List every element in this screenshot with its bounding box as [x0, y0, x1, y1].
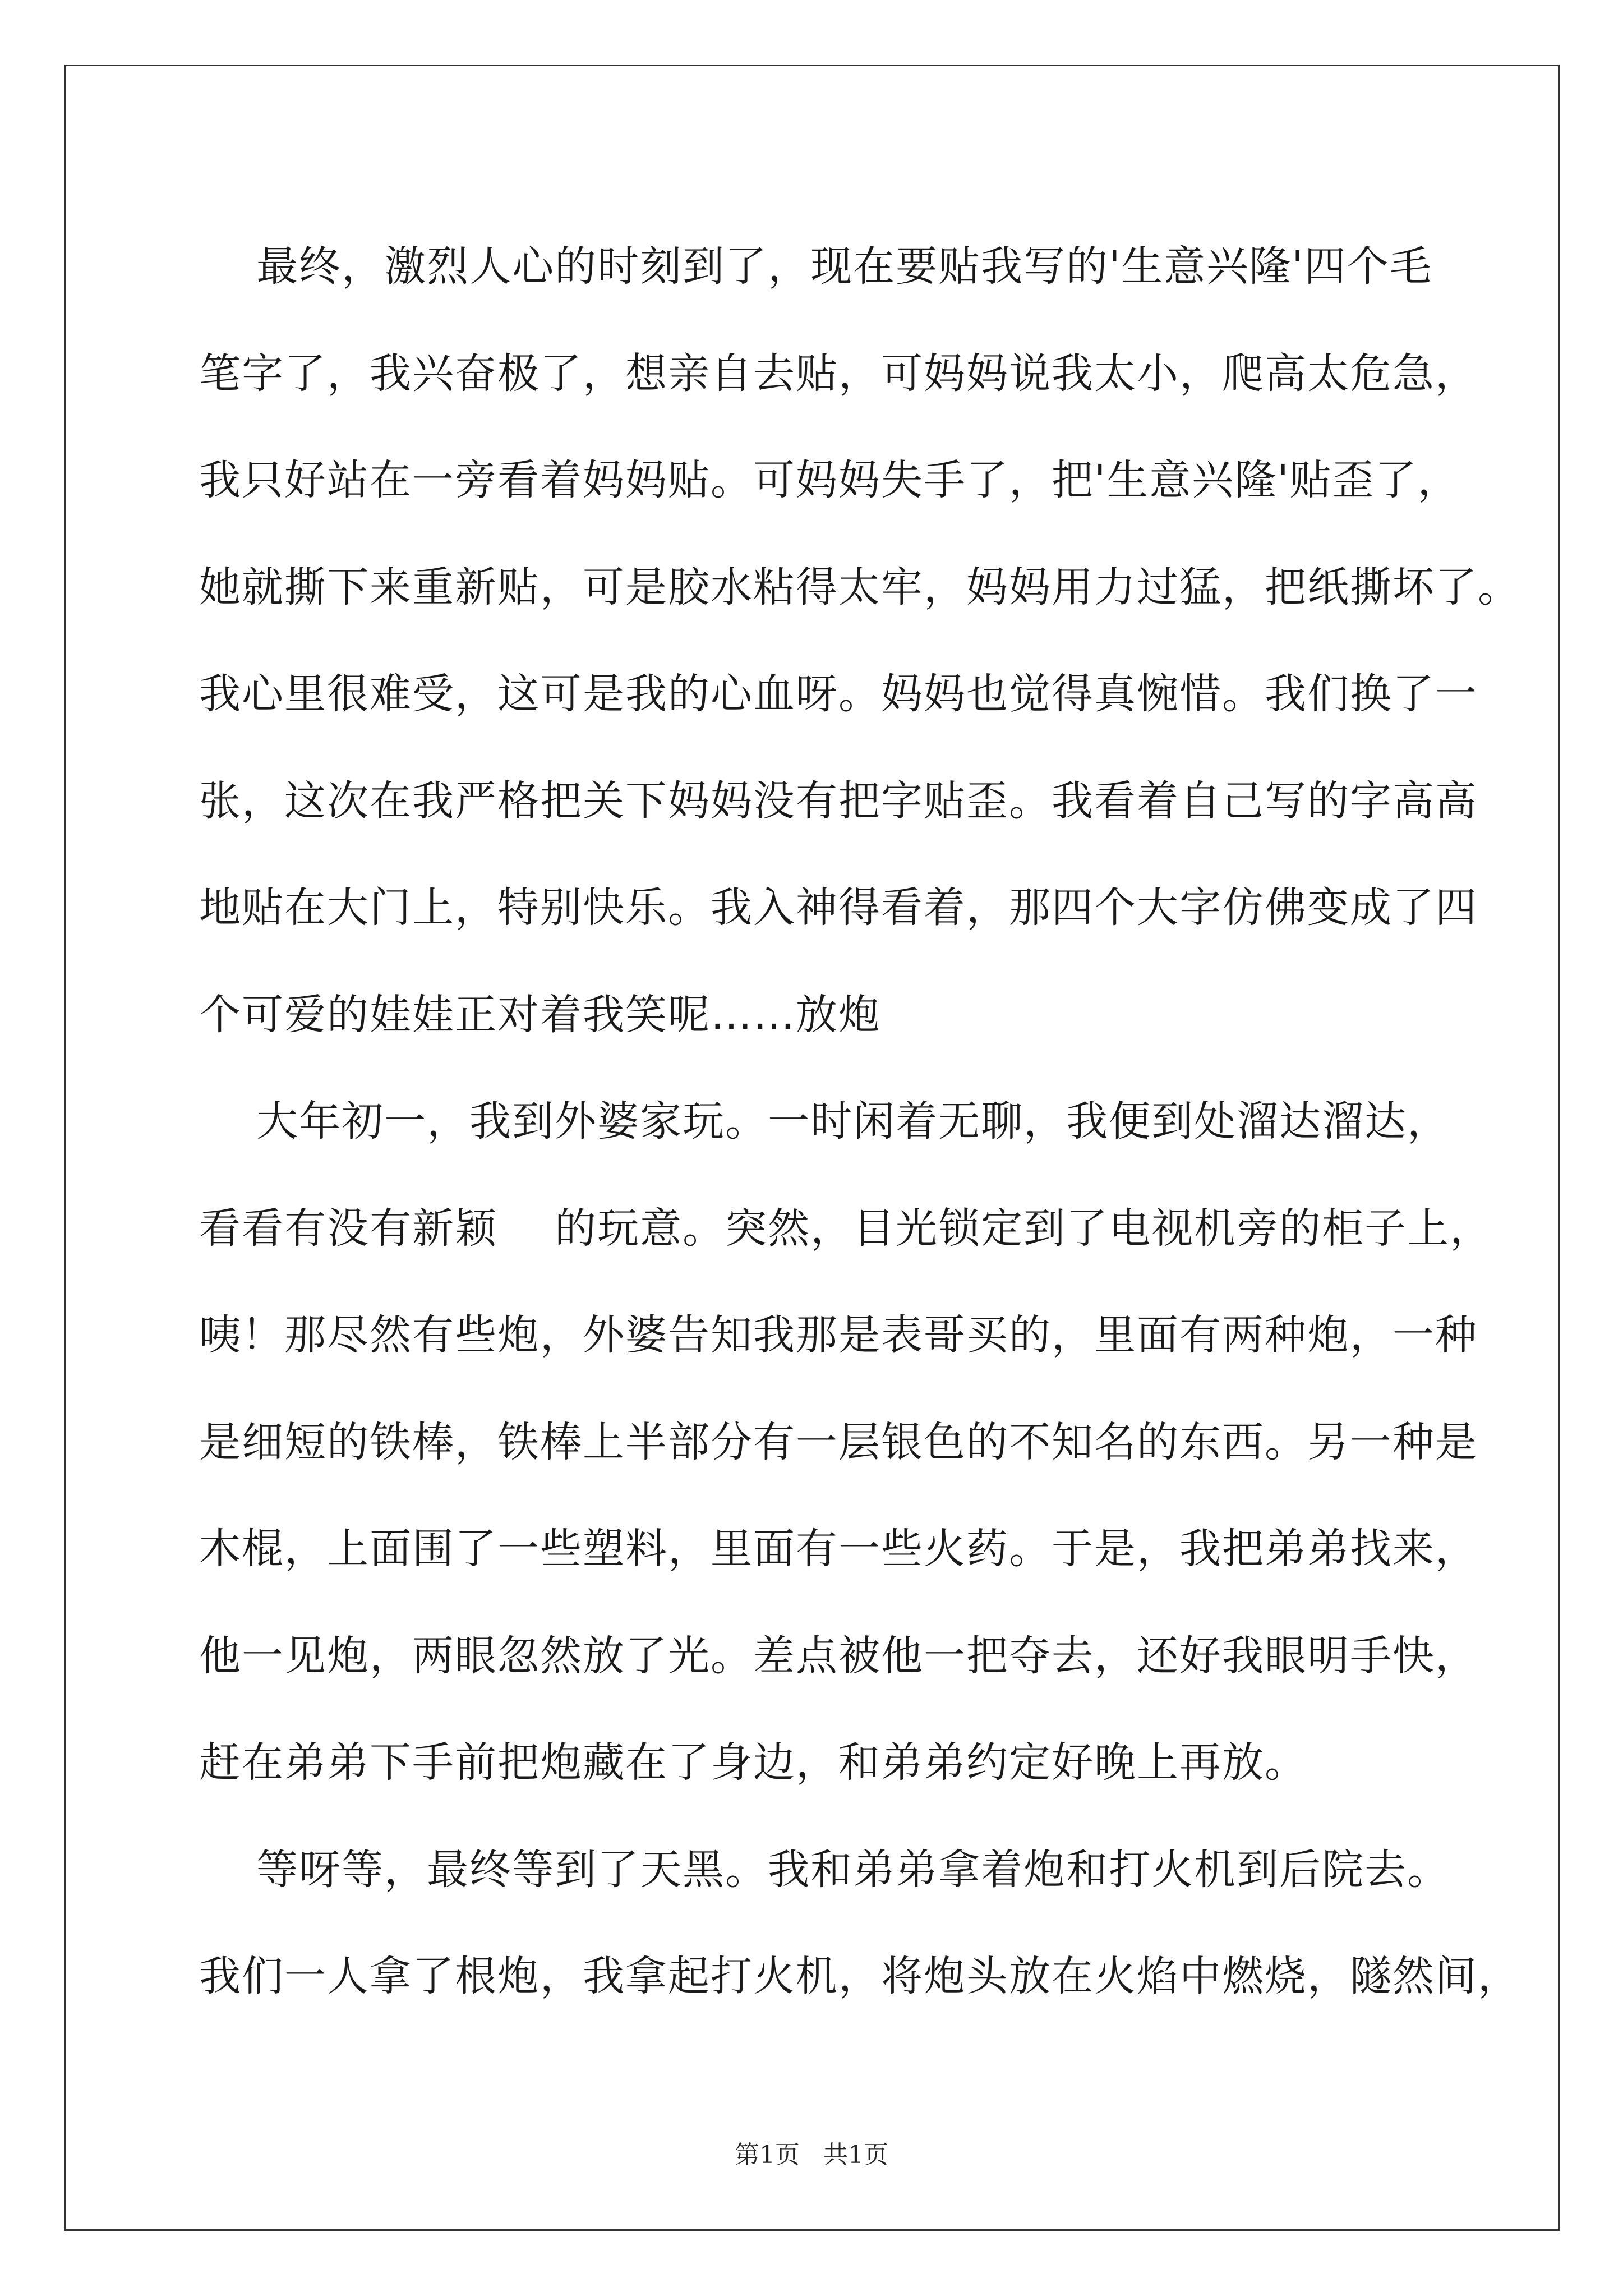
page-footer	[0, 2134, 1623, 2170]
page-number-label: 第1页 共1页	[735, 2141, 888, 2169]
text-line: 木棍，上面围了一些塑料，里面有一些火药。于是，我把弟弟找来，	[199, 1525, 1478, 1573]
text-line: 我们一人拿了根炮，我拿起打火机，将炮头放在火焰中燃烧，隧然间，	[199, 1952, 1520, 2000]
document-body	[199, 213, 1520, 2030]
text-line: 笔字了，我兴奋极了，想亲自去贴，可妈妈说我太小，爬高太危急，	[199, 349, 1478, 398]
text-line: 她就撕下来重新贴，可是胶水粘得太牢，妈妈用力过猛，把纸撕坏了。	[199, 563, 1520, 611]
text-line: 地贴在大门上，特别快乐。我入神得看着，那四个大字仿佛变成了四	[199, 884, 1478, 932]
text-line: 我心里很难受，这可是我的心血呀。妈妈也觉得真惋惜。我们换了一	[199, 670, 1478, 718]
text-line: 大年初一，我到外婆家玩。一时闲着无聊，我便到处溜达溜达，	[199, 1097, 1450, 1145]
text-line: 是细短的铁棒，铁棒上半部分有一层银色的不知名的东西。另一种是	[199, 1418, 1478, 1466]
text-line: 他一见炮，两眼忽然放了光。差点被他一把夺去，还好我眼明手快，	[199, 1631, 1478, 1680]
text-line: 最终，激烈人心的时刻到了，现在要贴我写的'生意兴隆'四个毛	[199, 242, 1432, 291]
text-line: 张，这次在我严格把关下妈妈没有把字贴歪。我看着自己写的字高高	[199, 776, 1478, 825]
text-line: 看看有没有新颖 的玩意。突然，目光锁定到了电视机旁的柜子上，	[199, 1204, 1493, 1253]
text-line: 我只好站在一旁看着妈妈贴。可妈妈失手了，把'生意兴隆'贴歪了，	[199, 456, 1460, 504]
text-line: 赶在弟弟下手前把炮藏在了身边，和弟弟约定好晚上再放。	[199, 1738, 1307, 1787]
text-line: 咦！那尽然有些炮，外婆告知我那是表哥买的，里面有两种炮，一种	[199, 1311, 1478, 1359]
text-line: 个可爱的娃娃正对着我笑呢……放炮	[199, 990, 881, 1039]
text-line: 等呀等，最终等到了天黑。我和弟弟拿着炮和打火机到后院去。	[199, 1845, 1450, 1894]
